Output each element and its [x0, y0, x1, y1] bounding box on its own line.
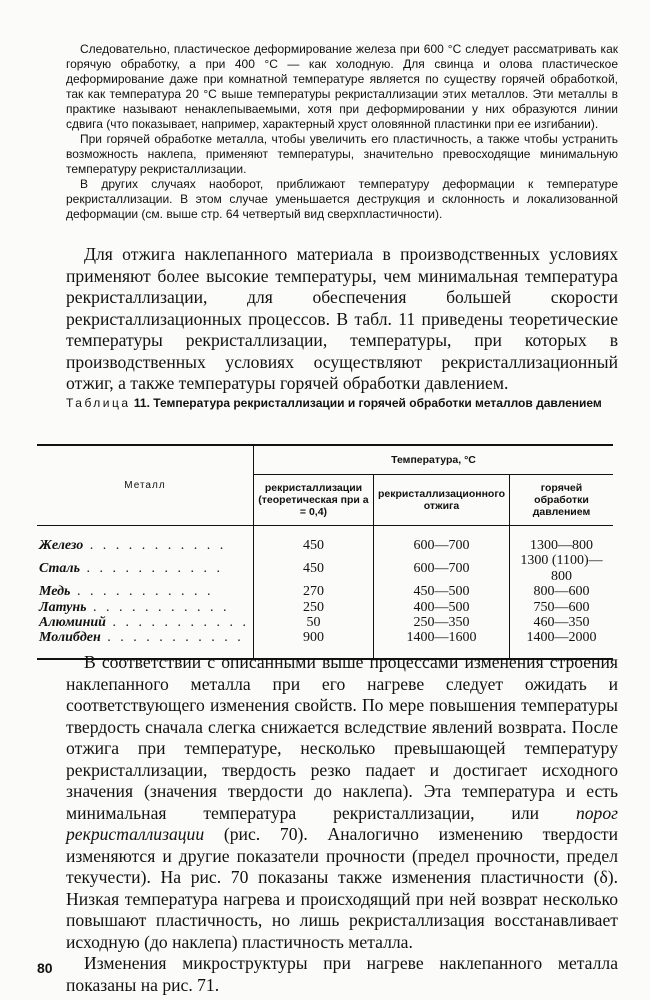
metal-name-cell-text: Алюминий	[39, 615, 106, 631]
paragraph-microstructure: Изменения микроструктуры при нагреве наклепанного металла показаны на рис. 71.	[66, 953, 618, 995]
annealing-cell-text: 600—700	[413, 538, 470, 553]
leader-dots: . . . . . . . . . . .	[86, 599, 230, 615]
recrystallization-cell-text: 50	[306, 615, 321, 631]
column-header-temperature: Температура, °С	[253, 445, 613, 475]
table-row	[37, 553, 613, 584]
recrystallization-cell-text: 270	[302, 584, 324, 600]
column-header-recrystallization: рекристаллизации (теоретическая при a = 0,4)	[253, 475, 373, 526]
hot-working-cell	[509, 553, 613, 584]
annealing-cell-text: 1400—1600	[406, 630, 477, 646]
hot-working-cell	[509, 584, 613, 599]
metal-name-cell-text: Медь	[39, 584, 71, 600]
hot-working-cell	[509, 600, 613, 615]
main-text-block-2	[66, 652, 618, 996]
small-paragraph-1: Следовательно, пластическое деформирование железа при 600 °С следует рассматривать как горячую обработку, а при 400 °С — как холодную. Для свинца и олова пластическое деформирование даже при комнатной температуре является по существу горячей обработкой, так как температура 20 °С выше температуры рекристаллизации этих металлов. Эти металлы в практике называют ненаклепываемыми, хотя при деформировании у них образуются линии сдвига (что показывает, например, характерный хруст оловянной пластинки при ее изгибании).	[66, 42, 618, 131]
paragraph-annealing: Для отжига наклепанного материала в производственных условиях применяют более высокие температуры, чем минимальная температура рекристаллизации, для обеспечения большей скорости рекристаллизационных процессов. В табл. 11 приведены теоретические температуры рекристаллизации, температуры, при которых в производственных условиях осуществляют рекристаллизационный отжиг, а также температуры горячей обработки давлением.	[66, 244, 618, 393]
leader-dots: . . . . . . . . . . .	[100, 630, 244, 646]
recrystallization-cell-text: 450	[302, 538, 324, 553]
recrystallization-cell-text: 250	[302, 599, 324, 615]
recrystallization-cell	[253, 526, 373, 554]
hot-working-cell-text: 750—600	[533, 599, 590, 615]
recrystallization-cell	[253, 553, 373, 584]
hot-working-cell-text: 1300 (1100)—800	[520, 553, 603, 584]
small-paragraph-3: В других случаях наоборот, приближают температуру деформации к температуре рекристаллизации. В этом случае уменьшается деструкция и склонность и локализованной деформации (см. выше стр. 64 четвертый вид сверхпластичности).	[66, 177, 618, 221]
recrystallization-cell	[253, 584, 373, 599]
main-text-block-1	[66, 244, 618, 395]
hot-working-cell-text: 1300—800	[529, 538, 593, 553]
recrystallization-cell	[253, 615, 373, 630]
annealing-cell-text: 250—350	[413, 615, 470, 631]
metal-name-cell	[37, 526, 253, 554]
column-header-hot-working: горячей обработки давлением	[509, 475, 613, 526]
recrystallization-cell-text: 450	[302, 561, 324, 577]
leader-dots: . . . . . . . . . . .	[105, 615, 249, 631]
annealing-cell	[374, 553, 510, 584]
table-caption-word: Таблица	[66, 396, 131, 410]
hot-working-cell-text: 460—350	[533, 615, 590, 631]
recrystallization-threshold-term: порог рекристаллизации	[66, 802, 618, 844]
annealing-cell-text: 450—500	[413, 584, 470, 600]
page-number: 80	[37, 960, 53, 976]
metal-name-cell-text: Железо	[39, 538, 84, 553]
paragraph-properties	[66, 652, 618, 953]
column-header-annealing: рекристаллизационного отжига	[374, 475, 510, 526]
table-caption	[66, 396, 618, 410]
table-body	[37, 526, 613, 659]
metal-name-cell	[37, 553, 253, 584]
column-header-metal: Металл	[37, 445, 253, 526]
table-row	[37, 615, 613, 630]
annealing-cell	[374, 526, 510, 554]
properties-text-1: В соответствии с описанными выше процессами изменения строения наклепанного металла при его нагреве следует ожидать и соответствующего изменения свойств. По мере повышения температуры твердость сначала слегка снижается вследствие явлений возврата. После отжига при температуре, несколько превышающей температуру рекристаллизации, твердость резко падает и достигает исходного значения (значения твердости до наклепа). Эта температура и есть минимальная температура рекристаллизации, или	[66, 652, 618, 823]
metal-name-cell	[37, 600, 253, 615]
temperature-table	[37, 444, 613, 660]
recrystallization-cell	[253, 600, 373, 615]
table-row	[37, 584, 613, 599]
table-caption-text: 11. Температура рекристаллизации и горячей обработки металлов давлением	[130, 396, 602, 410]
properties-text-2: (рис. 70). Аналогично изменению твердости изменяются и другие показатели прочности (предел прочности, предел текучести). На рис. 70 показаны также изменения пластичности (δ). Низкая температура нагрева и происходящий при ней возврат несколько повышают пластичность, но лишь рекристаллизация восстанавливает исходную (до наклепа) пластичность металла.	[66, 824, 618, 952]
hot-working-cell-text: 800—600	[533, 584, 590, 600]
metal-name-cell-text: Латунь	[39, 599, 87, 615]
metal-name-cell-text: Молибден	[39, 630, 101, 646]
hot-working-cell	[509, 615, 613, 630]
leader-dots: . . . . . . . . . . .	[80, 561, 224, 577]
leader-dots: . . . . . . . . . . .	[83, 538, 227, 553]
small-print-block	[66, 42, 618, 222]
recrystallization-cell-text: 900	[302, 630, 324, 646]
table-row	[37, 526, 613, 554]
leader-dots: . . . . . . . . . . .	[70, 584, 214, 600]
hot-working-cell-text: 1400—2000	[526, 630, 597, 646]
metal-name-cell	[37, 615, 253, 630]
metal-name-cell-text: Сталь	[39, 561, 81, 577]
annealing-cell	[374, 615, 510, 630]
hot-working-cell	[509, 526, 613, 554]
annealing-cell-text: 400—500	[413, 599, 470, 615]
annealing-cell	[374, 584, 510, 599]
annealing-cell	[374, 600, 510, 615]
table-row	[37, 600, 613, 615]
metal-name-cell	[37, 584, 253, 599]
annealing-cell-text: 600—700	[413, 561, 470, 577]
small-paragraph-2: При горячей обработке металла, чтобы увеличить его пластичность, а также чтобы устранить возможность наклепа, применяют температуры, значительно превосходящие минимальную температуру рекристаллизации.	[66, 132, 618, 176]
